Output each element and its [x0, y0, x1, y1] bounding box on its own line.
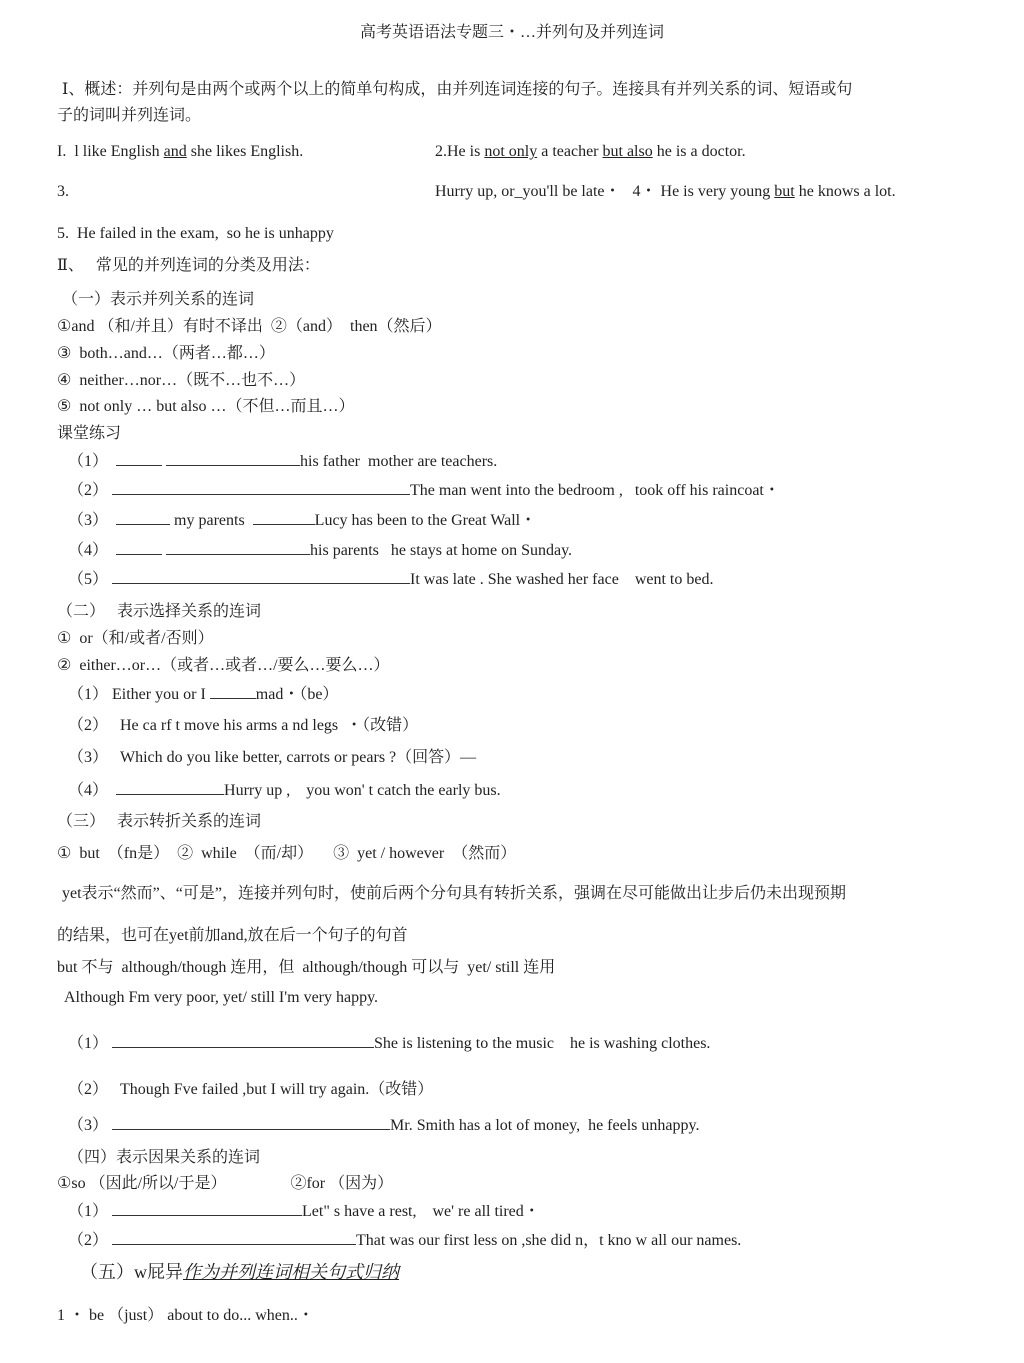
s2-heading: （二） 表示选择关系的连词: [57, 603, 262, 620]
s3-items: ① but （fn是） ② while （而/却） ③ yet / however （然而）: [57, 845, 517, 862]
s3-example: Although Fm very poor, yet/ still I'm very happy.: [64, 989, 379, 1006]
s2-question-3: （3） Which do you like better, carrots or pears ?（回答）—: [68, 749, 477, 766]
s1-practice-2: （2） The man went into the bedroom , took off his raincoat・: [68, 482, 780, 499]
s4-question-2: （2） That was our first less on ,she did n，t kno w all our names.: [68, 1232, 742, 1249]
s2-question-1: （1） Either you or I mad・（be）: [68, 686, 339, 703]
intro-line-2: 子的词叫并列连词。: [57, 107, 202, 124]
s4-question-1: （1） Let" s have a rest, we' re all tired・: [68, 1203, 540, 1220]
answer-blank[interactable]: [112, 1201, 302, 1216]
s3-note-2: 的结果，也可在yet前加and,放在后一个句子的句首: [57, 927, 408, 944]
s1-item-4: ⑤ not only … but also …（不但…而且…）: [57, 398, 355, 415]
s1-practice-label: 课堂练习: [57, 425, 122, 442]
s3-question-2: （2） Though Fve failed ,but I will try again.（改错）: [68, 1081, 434, 1098]
example-3-4: Hurry up, or_you'll be late・ 4・ He is very young but he knows a lot.: [435, 183, 896, 200]
example-3-number: 3.: [57, 183, 69, 200]
last-item: 1 ・ be （just） about to do... when..・: [57, 1307, 314, 1324]
answer-blank[interactable]: [112, 1115, 390, 1130]
intro-line-1: Ⅰ、概述：并列句是由两个或两个以上的简单句构成，由并列连词连接的句子。连接具有并列关系的词、短语或句: [62, 81, 853, 98]
s1-practice-4: （4） his parents he stays at home on Sunday.: [68, 542, 573, 559]
s2-item-2: ② either…or…（或者…或者…/要么…要么…）: [57, 657, 390, 674]
answer-blank[interactable]: [166, 451, 300, 466]
answer-blank[interactable]: [112, 1033, 374, 1048]
answer-blank[interactable]: [166, 540, 310, 555]
answer-blank[interactable]: [210, 684, 256, 699]
page-title: 高考英语语法专题三・…并列句及并列连词: [359, 24, 664, 41]
example-1: I. l like English and she likes English.: [57, 143, 304, 160]
answer-blank[interactable]: [112, 1230, 356, 1245]
answer-blank[interactable]: [112, 569, 410, 584]
answer-blank[interactable]: [116, 451, 162, 466]
section-2-heading: Ⅱ、 常见的并列连词的分类及用法：: [57, 257, 320, 274]
s2-question-2: （2） He ca rf t move his arms a nd legs ・（改错）: [68, 717, 419, 734]
answer-blank[interactable]: [116, 780, 224, 795]
s4-items: ①so （因此/所以/于是） ②for （因为）: [57, 1175, 394, 1192]
answer-blank[interactable]: [116, 510, 170, 525]
s5-heading: （五）w屁异作为并列连词相关句式归纳: [80, 1262, 399, 1282]
s3-question-3: （3） Mr. Smith has a lot of money, he feels unhappy.: [68, 1117, 700, 1134]
example-5: 5. He failed in the exam, so he is unhappy: [57, 225, 334, 242]
s4-heading: （四）表示因果关系的连词: [68, 1149, 261, 1166]
s3-note-1: yet表示“然而”、“可是”，连接并列句时，使前后两个分句具有转折关系，强调在尽可能做出让步后仍未出现预期: [62, 885, 846, 902]
answer-blank[interactable]: [253, 510, 315, 525]
s3-heading: （三） 表示转折关系的连词: [57, 813, 262, 830]
s1-item-2: ③ both…and…（两者…都…）: [57, 345, 275, 362]
s1-item-3: ④ neither…nor…（既不…也不…）: [57, 372, 306, 389]
s1-practice-1: （1） his father mother are teachers.: [68, 453, 498, 470]
s3-note-3: but 不与 although/though 连用，但 although/though 可以与 yet/ still 连用: [57, 959, 556, 976]
s2-question-4: （4） Hurry up , you won' t catch the early bus.: [68, 782, 501, 799]
answer-blank[interactable]: [112, 480, 410, 495]
s1-practice-5: （5） It was late . She washed her face went to bed.: [68, 571, 714, 588]
s2-item-1: ① or（和/或者/否则）: [57, 630, 214, 647]
s1-item-1: ①and （和/并且）有时不译出 ②（and） then（然后）: [57, 318, 442, 335]
s1-heading: （一）表示并列关系的连词: [62, 291, 255, 308]
answer-blank[interactable]: [116, 540, 162, 555]
s3-question-1: （1） She is listening to the music he is washing clothes.: [68, 1035, 711, 1052]
s1-practice-3: （3） my parents Lucy has been to the Great Wall・: [68, 512, 537, 529]
example-2: 2.He is not only a teacher but also he is a doctor.: [435, 143, 746, 160]
